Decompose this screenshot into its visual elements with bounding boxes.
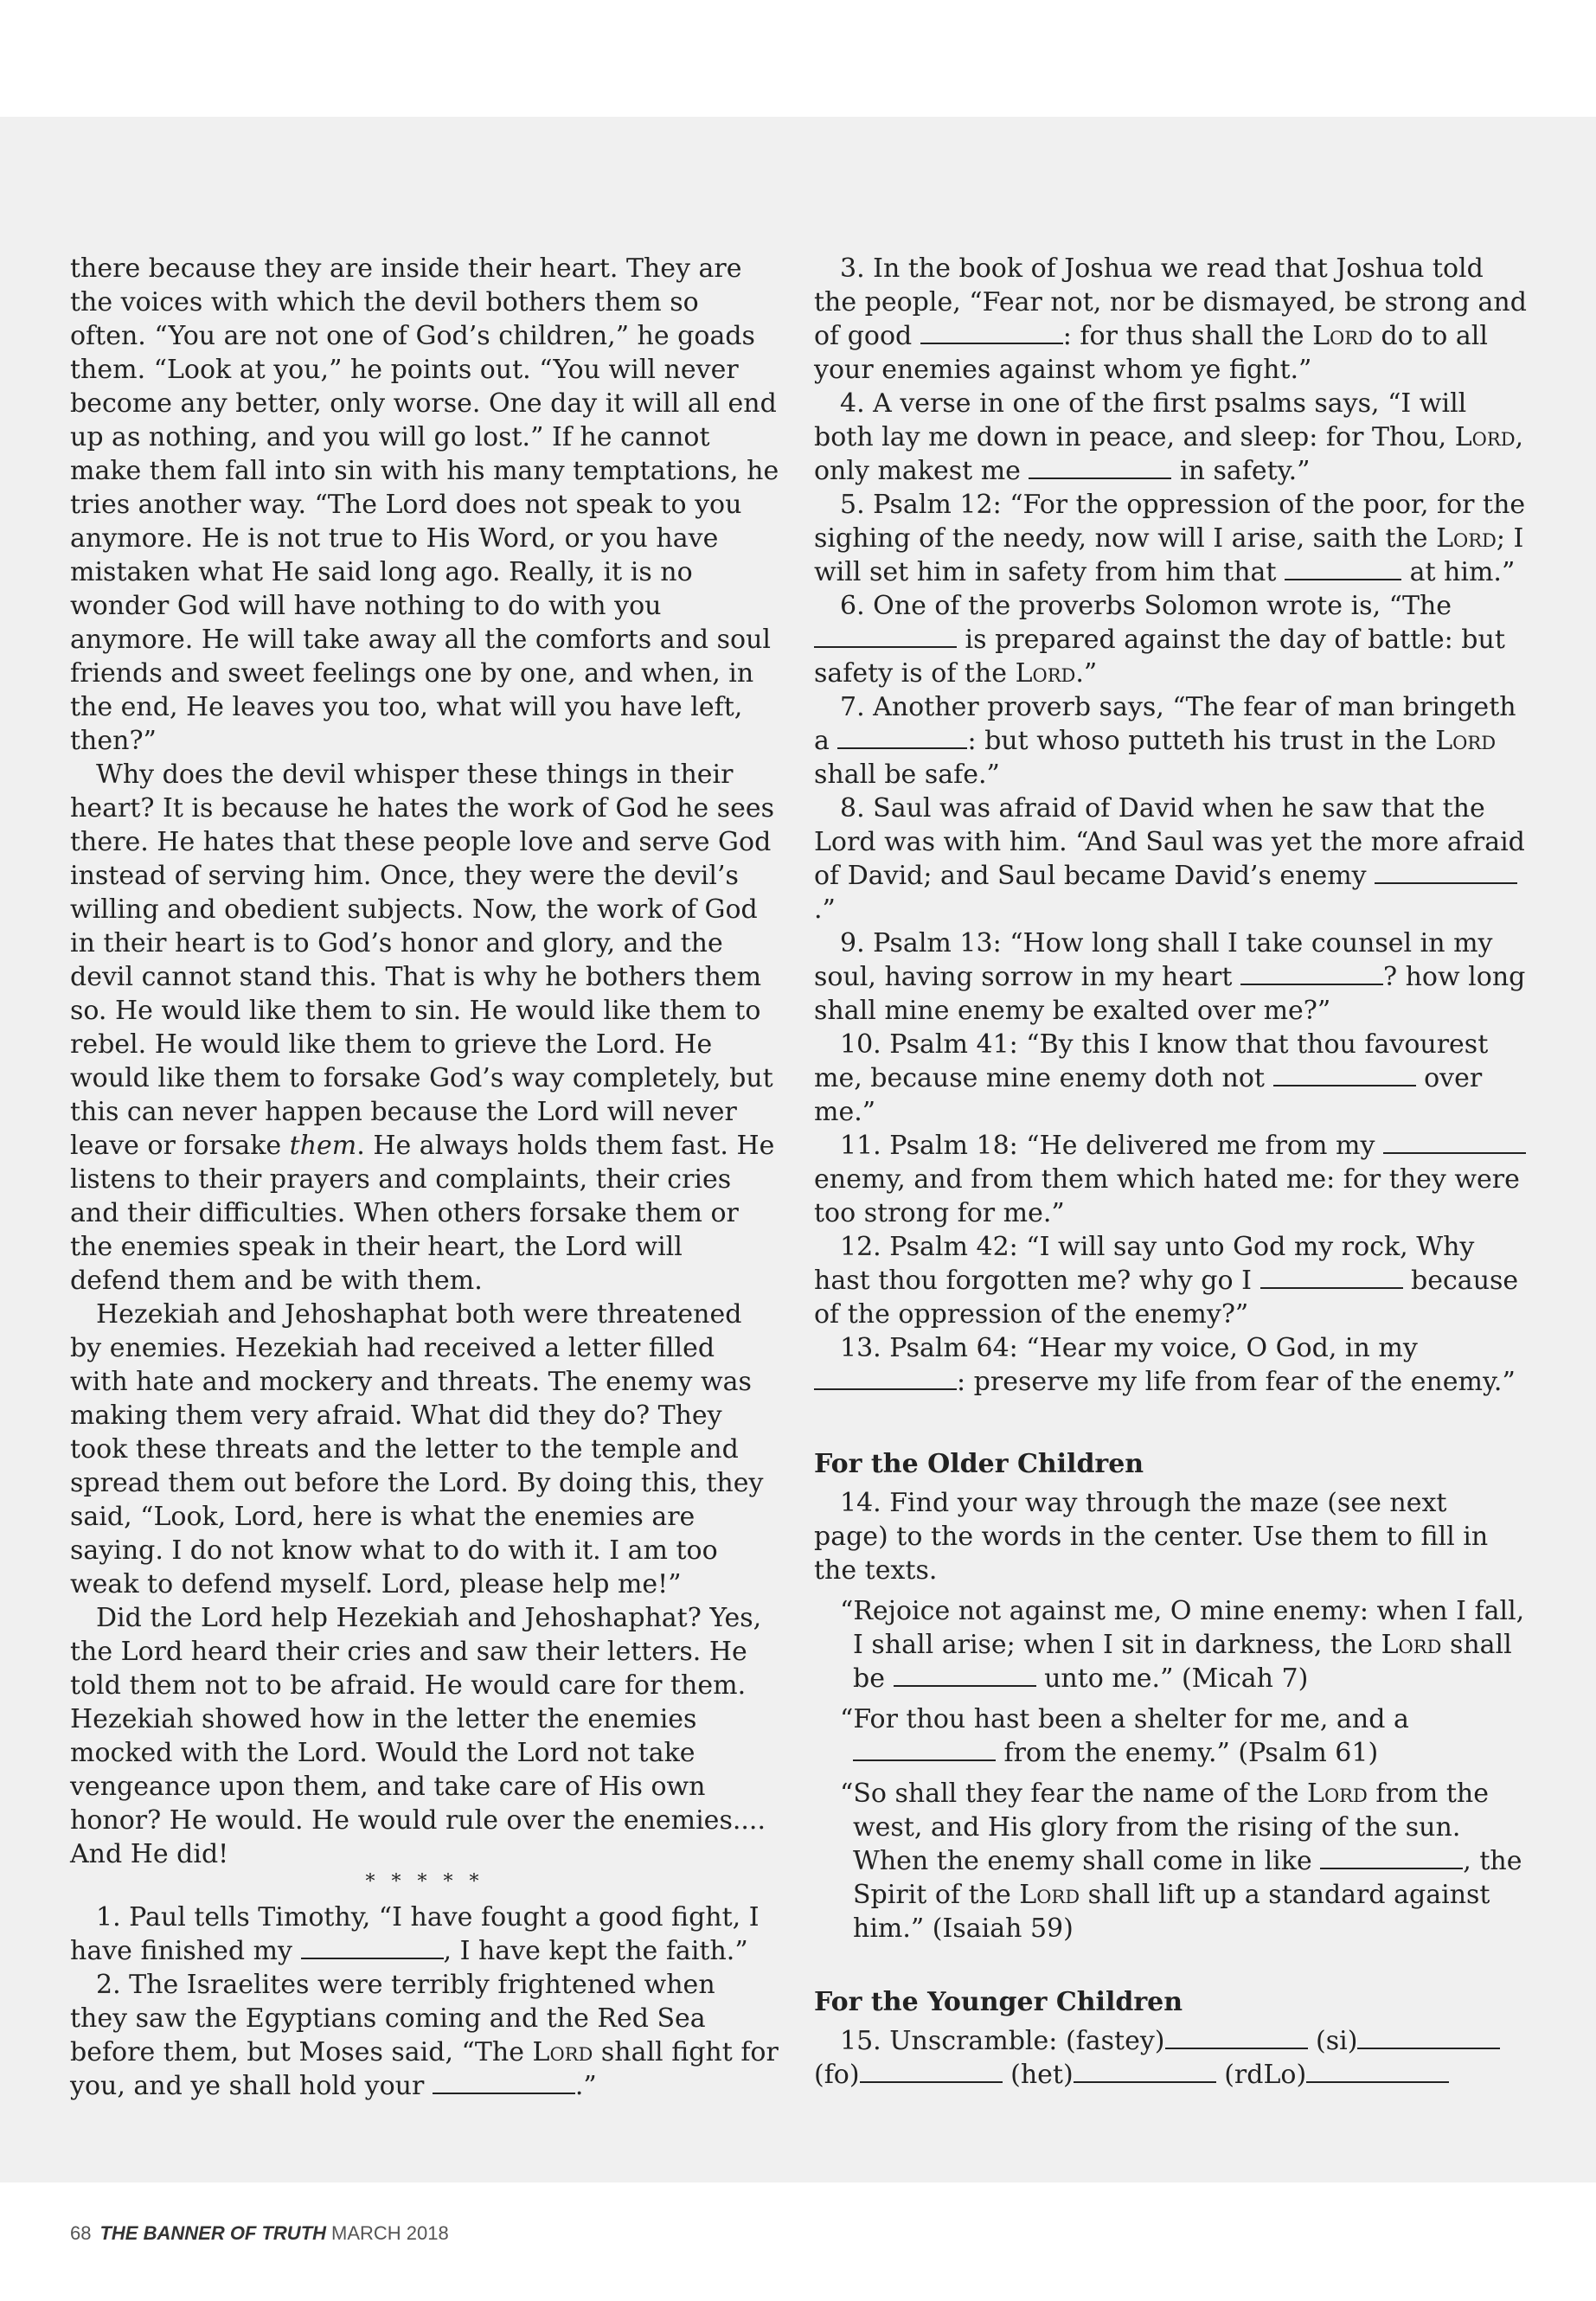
question-14: 14. Find your way through the maze (see next page) to the words in the center. Use them to fill in the texts. (814, 1488, 1489, 1586)
question-12-text-a: 12. Psalm 42: “I will say unto God my rock, Why hast thou forgotten me? why go I (814, 1232, 1475, 1296)
question-6-text-b: is prepared against the day of battle: but safety is of the (814, 625, 1505, 689)
question-3-text-b: : for thus shall the (1062, 321, 1304, 351)
quote-2-text-a: “For thou hast been a shelter for me, and a (840, 1704, 1409, 1734)
answer-blank-11[interactable] (1383, 1130, 1526, 1154)
scripture-quote-isaiah (814, 1777, 1528, 1945)
right-column (814, 252, 1528, 2092)
question-15 (814, 2024, 1528, 2092)
question-13-text-b: : preserve my life from fear of the enemy.” (957, 1367, 1516, 1397)
question-3 (814, 252, 1528, 387)
lord-small-caps: Lord (1015, 658, 1076, 689)
question-5-text-c: at him.” (1409, 557, 1516, 587)
paragraph-2 (70, 758, 779, 1298)
lord-small-caps: Lord (1435, 726, 1497, 756)
answer-blank-15e[interactable] (1306, 2059, 1449, 2083)
question-8 (814, 792, 1528, 926)
question-1 (70, 1900, 779, 1968)
answer-blank-micah[interactable] (894, 1663, 1036, 1687)
section-divider: * * * * * (365, 1871, 484, 1893)
question-13 (814, 1331, 1528, 1399)
paragraph-2-text-b: . He always holds them fast. He listens to their prayers and complaints, their cries and their difficulties. When others forsake them or the enemies speak in their heart, the Lord will defend them and be with them. (70, 1131, 775, 1296)
lord-small-caps: Lord (1019, 1880, 1080, 1910)
quote-3-text-b: from the west, and His glory from the rising of the sun. When the enemy shall come in like (853, 1779, 1490, 1876)
answer-blank-15c[interactable] (860, 2059, 1003, 2083)
question-11 (814, 1129, 1528, 1230)
question-2-text-a: 2. The Israelites were terribly frightened when they saw the Egyptians coming and the Red Sea before them, but Moses said, “The (70, 1970, 715, 2067)
younger-children-heading: For the Younger Children (814, 1987, 1183, 2017)
paragraph-2-text-a: Why does the devil whisper these things in their heart? It is because he hates the work of God he sees there. He hates that these people love and serve God instead of serving him. Once, they were the devil’s willing and obedient subjects. Now, the work of God in their heart is to God’s honor and glory, and the devil cannot stand this. That is why he bothers them so. He would like them to sin. He would like them to rebel. He would like them to grieve the Lord. He would like them to forsake God’s way completely, but this can never happen because the Lord will never leave or forsake (70, 760, 774, 1161)
quote-3-text-d: shall lift up a standard against him.” (Isaiah 59) (853, 1880, 1490, 1944)
question-10 (814, 1028, 1528, 1129)
paragraph-2-emphasis: them (289, 1131, 357, 1161)
question-13-text-a: 13. Psalm 64: “Hear my voice, O God, in my (840, 1333, 1418, 1363)
question-2-text-b: shall fight for you, and ye shall hold your (70, 2037, 779, 2101)
answer-blank-15b[interactable] (1357, 2025, 1500, 2049)
answer-blank-9[interactable] (1240, 961, 1383, 985)
publication-name: THE BANNER OF TRUTH (99, 2222, 327, 2244)
question-4 (814, 387, 1528, 488)
issue-date: MARCH 2018 (331, 2222, 449, 2244)
question-7-text-b: : but whoso putteth his trust in the (967, 726, 1427, 756)
question-3-text-c: do to all your enemies against whom ye fight.” (814, 321, 1488, 385)
question-11-text-a: 11. Psalm 18: “He delivered me from my (840, 1131, 1375, 1161)
scrambled-word: (rdLo) (1224, 2060, 1307, 2090)
lord-small-caps: Lord (1381, 1630, 1442, 1660)
question-4-text-c: in safety.” (1180, 456, 1311, 486)
lord-small-caps: Lord (1436, 523, 1497, 554)
quote-3-text-c: , the Spirit of the (853, 1846, 1522, 1910)
answer-blank-10[interactable] (1273, 1062, 1416, 1086)
answer-blank-15d[interactable] (1074, 2059, 1216, 2083)
question-7 (814, 690, 1528, 792)
answer-blank-psalm[interactable] (853, 1737, 996, 1761)
question-6-text-c: .” (1075, 658, 1098, 689)
question-10-text-a: 10. Psalm 41: “By this I know that thou favourest me, because mine enemy doth not (814, 1029, 1489, 1093)
question-6-text-a: 6. One of the proverbs Solomon wrote is, “The (840, 591, 1452, 621)
question-11-text-b: enemy, and from them which hated me: for they were too strong for me.” (814, 1164, 1520, 1228)
question-2 (70, 1968, 779, 2103)
lord-small-caps: Lord (1307, 1779, 1368, 1809)
scrambled-word: (si) (1316, 2026, 1358, 2056)
lord-small-caps: Lord (1312, 321, 1373, 351)
answer-blank-5[interactable] (1285, 556, 1401, 580)
question-4-text-a: 4. A verse in one of the first psalms says, “I will both lay me down in peace, and sleep: for Thou, (814, 388, 1467, 452)
answer-blank-13[interactable] (814, 1366, 957, 1390)
question-6 (814, 589, 1528, 690)
paragraph-1: there because they are inside their heart. They are the voices with which the devil bothers them so often. “You are not one of God’s children,” he goads them. “Look at you,” he points out. “You will never become any better, only worse. One day it will all end up as nothing, and you will go lost.” If he cannot make them fall into sin with his many temptations, he tries another way. “The Lord does not speak to you anymore. He is not true to His Word, or you have mistaken what He said long ago. Really, it is no wonder God will have nothing to do with you anymore. He will take away all the comforts and soul friends and sweet feelings one by one, and when, in the end, He leaves you too, what will you have left, then?” (70, 253, 779, 756)
magazine-page (0, 117, 1596, 2244)
question-9-text-a: 9. Psalm 13: “How long shall I take counsel in my soul, having sorrow in my heart (814, 928, 1493, 992)
question-5-text-b: ; I will set him in safety from him that (814, 523, 1524, 587)
question-12 (814, 1230, 1528, 1331)
question-7-text-c: shall be safe.” (814, 760, 1000, 790)
quote-2-text-b: from the enemy.” (Psalm 61) (1003, 1738, 1379, 1768)
question-15-label: 15. Unscramble: (840, 2026, 1058, 2056)
scripture-quote-micah (814, 1594, 1528, 1695)
question-12-text-b: because of the oppression of the enemy?” (814, 1266, 1519, 1330)
scrambled-word: (fastey) (1065, 2026, 1165, 2056)
question-5-text-a: 5. Psalm 12: “For the oppression of the poor, for the sighing of the needy, now will I arise, saith the (814, 490, 1526, 554)
answer-blank-2[interactable] (433, 2070, 575, 2094)
answer-blank-1[interactable] (301, 1935, 444, 1959)
page-footer (70, 2222, 449, 2245)
scrambled-word: (fo) (814, 2060, 860, 2090)
paragraph-4: Did the Lord help Hezekiah and Jehoshaphat? Yes, the Lord heard their cries and saw their letters. He told them not to be afraid. He would care for them. Hezekiah showed how in the letter the enemies mocked with the Lord. Would the Lord not take vengeance upon them, and take care of His own honor? He would. He would rule over the enemies.... And He did! (70, 1603, 766, 1869)
question-5 (814, 488, 1528, 589)
page-number: 68 (70, 2222, 92, 2244)
question-8-text-b: .” (814, 894, 836, 925)
question-10-text-b: over me.” (814, 1063, 1483, 1127)
left-column (70, 252, 779, 2103)
quote-1-text-a: “Rejoice not against me, O mine enemy: when I fall, I shall arise; when I sit in darkness, the (840, 1596, 1525, 1660)
lord-small-caps: Lord (532, 2037, 593, 2067)
lord-small-caps: Lord (1454, 422, 1516, 452)
answer-blank-12[interactable] (1260, 1265, 1403, 1289)
older-children-heading: For the Older Children (814, 1449, 1144, 1479)
scripture-quote-psalm (814, 1702, 1528, 1770)
answer-blank-6[interactable] (814, 624, 957, 648)
answer-blank-7[interactable] (837, 725, 967, 749)
answer-blank-4[interactable] (1029, 455, 1171, 479)
question-9-text-b: ? how long shall mine enemy be exalted over me?” (814, 962, 1526, 1026)
question-4-text-b: , only makest me (814, 422, 1524, 486)
answer-blank-15a[interactable] (1165, 2025, 1308, 2049)
question-8-text-a: 8. Saul was afraid of David when he saw that the Lord was with him. “And Saul was yet the more afraid of David; and Saul became David’s enemy (814, 793, 1525, 891)
quote-1-text-c: unto me.” (Micah 7) (1044, 1663, 1309, 1694)
question-2-text-c: .” (574, 2071, 597, 2101)
question-7-text-a: 7. Another proverb says, “The fear of man bringeth a (814, 692, 1516, 756)
quote-1-text-b: shall be (853, 1630, 1512, 1694)
paragraph-3: Hezekiah and Jehoshaphat both were threatened by enemies. Hezekiah had received a letter filled with hate and mockery and threats. The enemy was making them very afraid. What did they do? They took these threats and the letter to the temple and spread them out before the Lord. By doing this, they said, “Look, Lord, here is what the enemies are saying. I do not know what to do with it. I am too weak to defend myself. Lord, please help me!” (70, 1299, 764, 1599)
question-1-text-b: , I have kept the faith.” (443, 1936, 748, 1966)
question-1-text-a: 1. Paul tells Timothy, “I have fought a good fight, I have finished my (70, 1902, 760, 1966)
answer-blank-8[interactable] (1375, 860, 1517, 884)
answer-blank-isaiah[interactable] (1320, 1845, 1463, 1869)
quote-3-text-a: “So shall they fear the name of the (840, 1779, 1299, 1809)
answer-blank-3[interactable] (920, 320, 1063, 344)
question-9 (814, 926, 1528, 1028)
question-3-text-a: 3. In the book of Joshua we read that Joshua told the people, “Fear not, nor be dismayed, be strong and of good (814, 253, 1527, 351)
scrambled-word: (het) (1010, 2060, 1074, 2090)
